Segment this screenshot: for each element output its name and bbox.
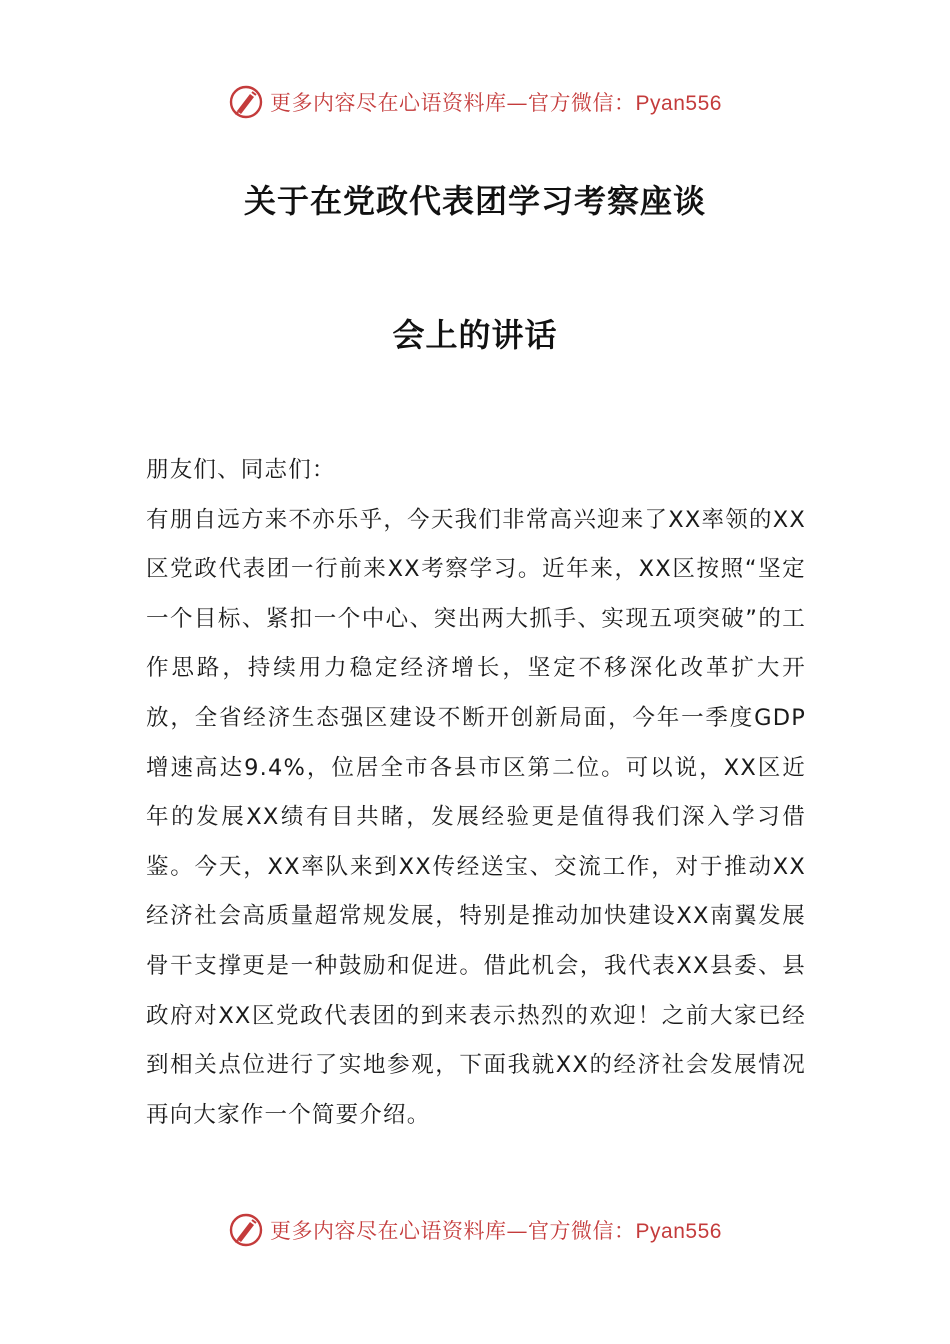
watermark-text (270, 87, 722, 117)
document-body (146, 446, 806, 1140)
watermark-site: 更多内容尽在心语资料库 (270, 91, 507, 115)
document-title-line-1: 关于在党政代表团学习考察座谈 (243, 182, 706, 220)
watermark-separator: — (506, 1219, 529, 1243)
salutation: 朋友们、同志们： (146, 457, 336, 483)
watermark-label: 官方微信： (528, 1219, 636, 1243)
watermark-header (0, 82, 950, 122)
watermark-footer (0, 1210, 950, 1250)
document-title-line-2: 会上的讲话 (392, 316, 558, 354)
pen-in-circle-icon (228, 84, 264, 120)
watermark-separator: — (506, 91, 529, 115)
pen-in-circle-icon (228, 1212, 264, 1248)
watermark-text (270, 1215, 722, 1245)
watermark-account: Pyan556 (635, 92, 722, 115)
watermark-account: Pyan556 (635, 1220, 722, 1243)
body-paragraph: 有朋自远方来不亦乐乎，今天我们非常高兴迎来了XX率领的XX区党政代表团一行前来XX考察学习。近年来，XX区按照“坚定一个目标、紧扣一个中心、突出两大抓手、实现五项突破”的工作思路，持续用力稳定经济增长，坚定不移深化改革扩大开放，全省经济生态强区建设不断开创新局面，今年一季度GDP增速高达9.4%，位居全市各县市区第二位。可以说，XX区近年的发展XX绩有目共睹，发展经验更是值得我们深入学习借鉴。今天，XX率队来到XX传经送宝、交流工作，对于推动XX经济社会高质量超常规发展，特别是推动加快建设XX南翼发展骨干支撑更是一种鼓励和促进。借此机会，我代表XX县委、县政府对XX区党政代表团的到来表示热烈的欢迎！之前大家已经到相关点位进行了实地参观，下面我就XX的经济社会发展情况再向大家作一个简要介绍。 (146, 506, 806, 1128)
watermark-label: 官方微信： (528, 91, 636, 115)
watermark-site: 更多内容尽在心语资料库 (270, 1219, 507, 1243)
